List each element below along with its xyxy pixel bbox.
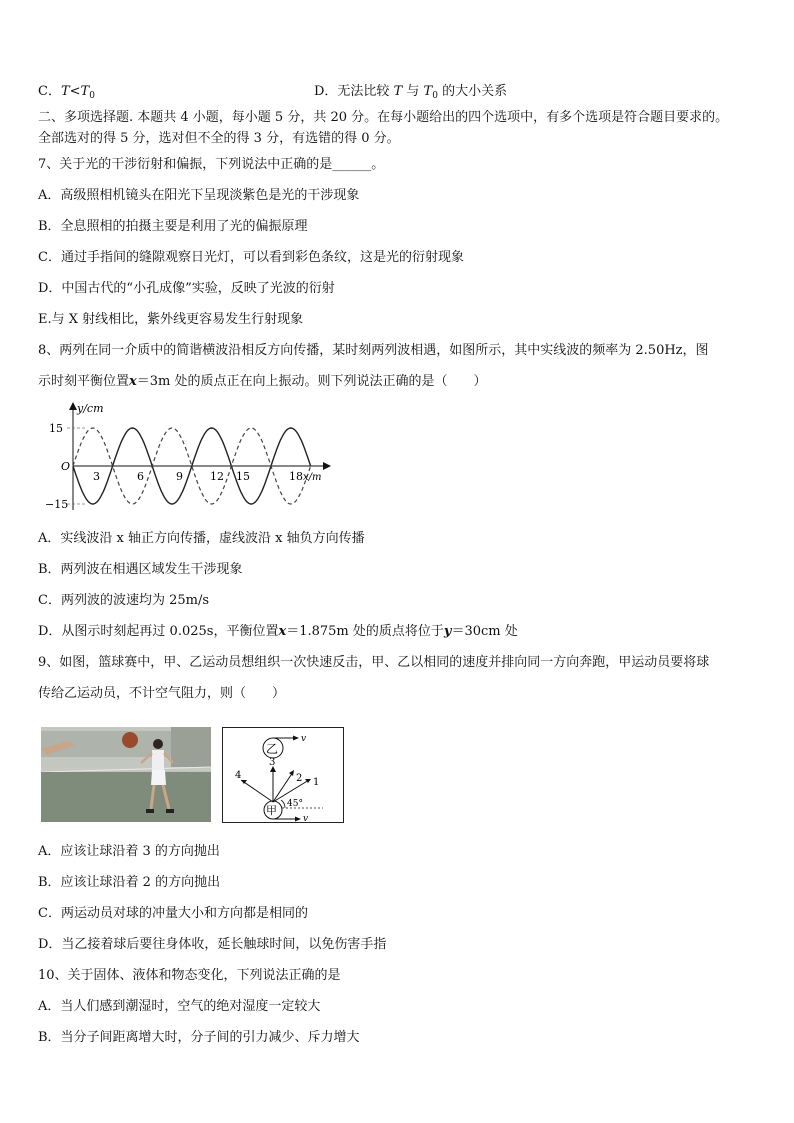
svg-text:3: 3 <box>269 757 276 768</box>
q9-option-c: C．两运动员对球的冲量大小和方向都是相同的 <box>38 906 308 921</box>
y-axis-label: y/cm <box>77 402 104 415</box>
x-tick-18: 18 <box>289 470 303 483</box>
wave-graph <box>45 398 335 518</box>
q7-option-e: E.与 X 射线相比，紫外线更容易发生行射现象 <box>38 312 304 327</box>
section-header-line1: 二、多项选择题. 本题共 4 小题，每小题 5 分，共 20 分。在每小题给出的四个选项中，有多个选项是符合题目要求的。 <box>38 110 729 125</box>
svg-text:v: v <box>303 814 309 822</box>
q8-option-d: D．从图示时刻起再过 0.025s，平衡位置x＝1.875m 处的质点将位于y＝30cm 处 <box>38 624 518 639</box>
option-d-prev: D．无法比较 T 与 $T_0$ 的大小关系 <box>314 84 508 101</box>
q8-option-b: B．两列波在相遇区域发生干涉现象 <box>38 562 243 577</box>
x-tick-12: 12 <box>210 470 224 483</box>
svg-text:甲: 甲 <box>266 804 277 817</box>
x-tick-3: 3 <box>93 470 100 483</box>
q7-option-b: B．全息照相的拍摄主要是利用了光的偏振原理 <box>38 219 308 234</box>
svg-text:2: 2 <box>296 773 303 784</box>
q9-stem-line2: 传给乙运动员，不计空气阻力，则（ ） <box>38 686 286 701</box>
q8-stem-line1: 8、两列在同一介质中的简谐横波沿相反方向传播，某时刻两列波相遇，如图所示，其中实线波的频率为 2.50Hz，图 <box>38 343 709 358</box>
q8-option-c: C．两列波的波速均为 25m/s <box>38 593 209 608</box>
q9-option-d: D．当乙接着球后要往身体收，延长触球时间，以免伤害手指 <box>38 937 387 952</box>
x-tick-6: 6 <box>137 470 144 483</box>
q8-option-a: A．实线波沿 x 轴正方向传播，虚线波沿 x 轴负方向传播 <box>38 531 365 546</box>
q9-option-a: A．应该让球沿着 3 的方向抛出 <box>38 844 220 859</box>
y-tick-neg: −15 <box>45 498 69 511</box>
svg-text:1: 1 <box>313 777 320 788</box>
x-axis-label: x/m <box>303 472 322 483</box>
basketball-photo <box>41 727 211 822</box>
q9-stem-line1: 9、如图，篮球赛中，甲、乙运动员想组织一次快速反击，甲、乙以相同的速度并排向同一方向奔跑，甲运动员要将球 <box>38 655 710 670</box>
y-tick-pos: 15 <box>49 422 63 435</box>
svg-text:乙: 乙 <box>266 742 279 756</box>
x-tick-15: 15 <box>236 470 250 483</box>
svg-text:4: 4 <box>235 770 242 781</box>
y-axis-arrow <box>69 402 77 410</box>
q9-option-b: B．应该让球沿着 2 的方向抛出 <box>38 875 221 890</box>
q7-option-d: D．中国古代的“小孔成像”实验，反映了光波的衍射 <box>38 281 335 296</box>
svg-text:v: v <box>301 734 307 744</box>
q10-option-b: B．当分子间距离增大时，分子间的引力减少、斥力增大 <box>38 1030 360 1045</box>
origin-label: O <box>61 460 71 473</box>
pass-direction-diagram <box>222 727 344 823</box>
svg-text:45°: 45° <box>287 799 303 809</box>
q7-option-a: A．高级照相机镜头在阳光下呈现淡紫色是光的干涉现象 <box>38 188 360 203</box>
x-axis-arrow <box>323 462 331 470</box>
x-tick-9: 9 <box>176 470 183 483</box>
q10-option-a: A．当人们感到潮湿时，空气的绝对湿度一定较大 <box>38 999 321 1014</box>
q7-option-c: C．通过手指间的缝隙观察日光灯，可以看到彩色条纹，这是光的衍射现象 <box>38 250 464 265</box>
q8-stem-line2: 示时刻平衡位置x＝3m 处的质点正在向上振动。则下列说法正确的是（ ） <box>38 374 487 389</box>
q7-stem: 7、关于光的干涉衍射和偏振，下列说法中正确的是______。 <box>38 157 385 172</box>
section-header-line2: 全部选对的得 5 分，选对但不全的得 3 分，有选错的得 0 分。 <box>38 131 400 146</box>
q10-stem: 10、关于固体、液体和物态变化，下列说法正确的是 <box>38 968 341 983</box>
basketball-photo-drawing <box>41 727 211 822</box>
pass-direction-drawing <box>223 728 343 822</box>
option-c-prev: C．$T<T_0$ <box>38 84 95 101</box>
